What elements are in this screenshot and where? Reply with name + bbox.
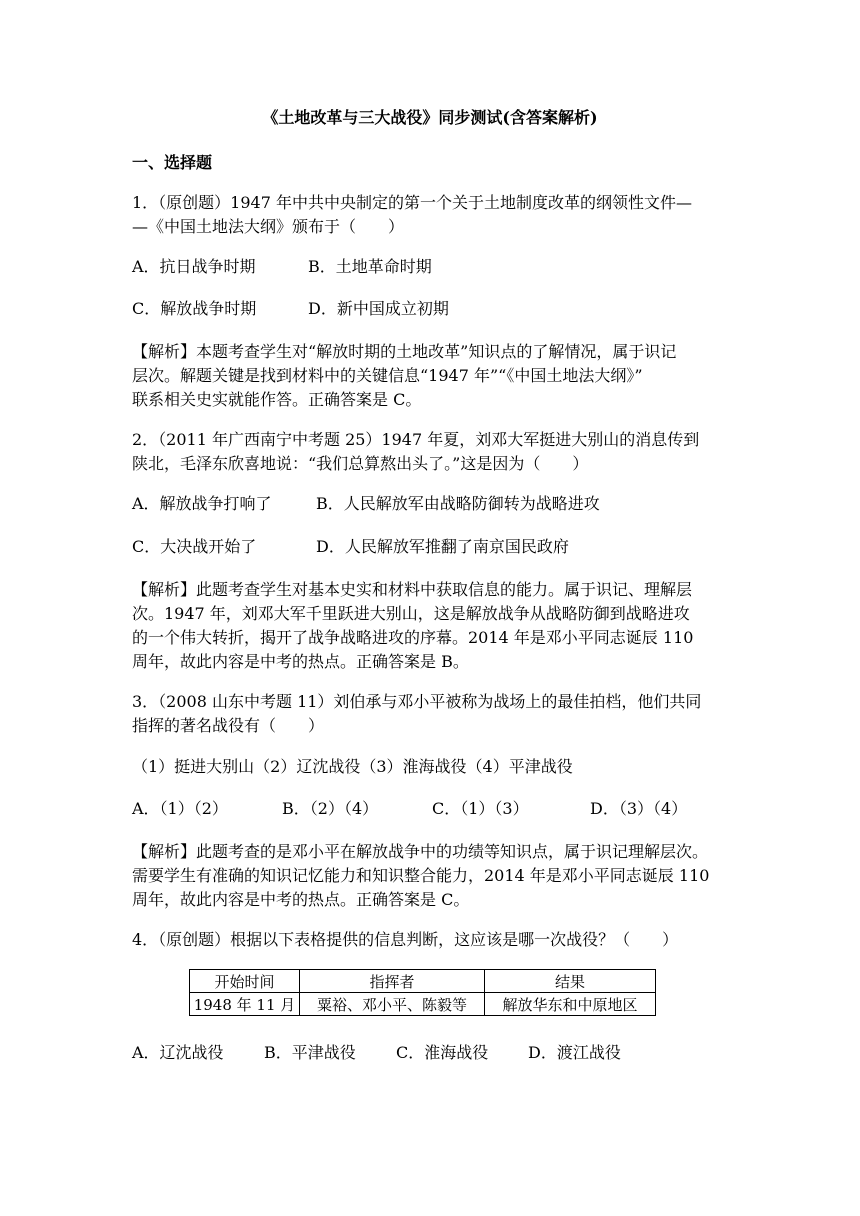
q3-stem: [132, 690, 732, 738]
q4-info-table: [189, 969, 656, 1016]
q3-stem-line1: 3．（2008 山东中考题 11）刘伯承与邓小平被称为战场上的最佳拍档，他们共同: [132, 692, 702, 711]
q1-option-c: C．解放战争时期: [132, 299, 257, 318]
q1-options-row2: [132, 297, 732, 321]
q3-option-a: A．（1）（2）: [132, 799, 228, 818]
table-header-cell: 指挥者: [300, 970, 485, 993]
q1-explanation-line2: 层次。解题关键是找到材料中的关键信息“1947 年”“《中国土地法大纲》”: [132, 366, 643, 385]
q2-stem-line1: 2．（2011 年广西南宁中考题 25）1947 年夏，刘邓大军挺进大别山的消息传到: [132, 430, 700, 449]
document-title: 《土地改革与三大战役》同步测试(含答案解析): [262, 108, 598, 127]
q3-option-d: D．（3）（4）: [590, 799, 688, 818]
table-header-cell: 结果: [485, 970, 656, 993]
q2-option-c: C．大决战开始了: [132, 537, 257, 556]
q2-explanation: [132, 578, 732, 674]
q4-option-b: B．平津战役: [264, 1043, 356, 1062]
q3-items: （1）挺进大别山（2）辽沈战役（3）淮海战役（4）平津战役: [132, 757, 573, 776]
table-cell: 粟裕、邓小平、陈毅等: [300, 993, 485, 1016]
q3-options: [132, 797, 732, 821]
q3-explanation: [132, 840, 732, 912]
q3-explanation-line1: 【解析】此题考查的是邓小平在解放战争中的功绩等知识点，属于识记理解层次。: [132, 842, 709, 861]
q1-explanation: [132, 340, 732, 412]
q3-stem-line2: 指挥的著名战役有（ ）: [132, 716, 325, 735]
q1-stem: [132, 191, 732, 239]
q2-options-row1: [132, 492, 732, 516]
q1-option-a: A．抗日战争时期: [132, 257, 256, 276]
q3-option-c: C．（1）（3）: [432, 799, 529, 818]
q4-stem: 4．（原创题）根据以下表格提供的信息判断，这应该是哪一次战役？（ ）: [132, 930, 679, 949]
q2-explanation-line2: 次。1947 年，刘邓大军千里跃进大别山，这是解放战争从战略防御到战略进攻: [132, 604, 690, 623]
q2-stem-line2: 陕北，毛泽东欣喜地说：“我们总算熬出头了。”这是因为（ ）: [132, 454, 589, 473]
q4-option-d: D．渡江战役: [528, 1043, 621, 1062]
q1-explanation-line3: 联系相关史实就能作答。正确答案是 C。: [132, 390, 422, 409]
q2-stem: [132, 428, 732, 476]
q1-options-row1: [132, 255, 732, 279]
table-header-cell: 开始时间: [190, 970, 300, 993]
q1-option-d: D．新中国成立初期: [308, 299, 449, 318]
q1-stem-line1: 1．（原创题）1947 年中共中央制定的第一个关于土地制度改革的纲领性文件—: [132, 193, 692, 212]
q2-option-a: A．解放战争打响了: [132, 494, 272, 513]
q3-explanation-line3: 周年，故此内容是中考的热点。正确答案是 C。: [132, 890, 470, 909]
q1-option-b: B．土地革命时期: [308, 257, 432, 276]
q1-stem-line2: —《中国土地法大纲》颁布于（ ）: [132, 217, 405, 236]
table-cell: 1948 年 11 月: [190, 993, 300, 1016]
q2-explanation-line1: 【解析】此题考查学生对基本史实和材料中获取信息的能力。属于识记、理解层: [132, 580, 693, 599]
q2-options-row2: [132, 535, 732, 559]
section-heading: 一、选择题: [132, 153, 213, 172]
table-header-row: [190, 970, 656, 993]
q1-explanation-line1: 【解析】本题考查学生对“解放时期的土地改革”知识点的了解情况，属于识记: [132, 342, 677, 361]
q2-option-d: D．人民解放军推翻了南京国民政府: [316, 537, 569, 556]
q3-explanation-line2: 需要学生有准确的知识记忆能力和知识整合能力，2014 年是邓小平同志诞辰 110: [132, 866, 710, 885]
q4-option-c: C．淮海战役: [396, 1043, 489, 1062]
q3-option-b: B．（2）（4）: [282, 799, 379, 818]
q2-explanation-line3: 的一个伟大转折，揭开了战争战略进攻的序幕。2014 年是邓小平同志诞辰 110: [132, 628, 694, 647]
q4-option-a: A．辽沈战役: [132, 1043, 224, 1062]
table-cell: 解放华东和中原地区: [485, 993, 656, 1016]
q2-option-b: B．人民解放军由战略防御转为战略进攻: [316, 494, 600, 513]
q2-explanation-line4: 周年，故此内容是中考的热点。正确答案是 B。: [132, 652, 469, 671]
q4-options: [132, 1041, 732, 1065]
table-row: [190, 993, 656, 1016]
